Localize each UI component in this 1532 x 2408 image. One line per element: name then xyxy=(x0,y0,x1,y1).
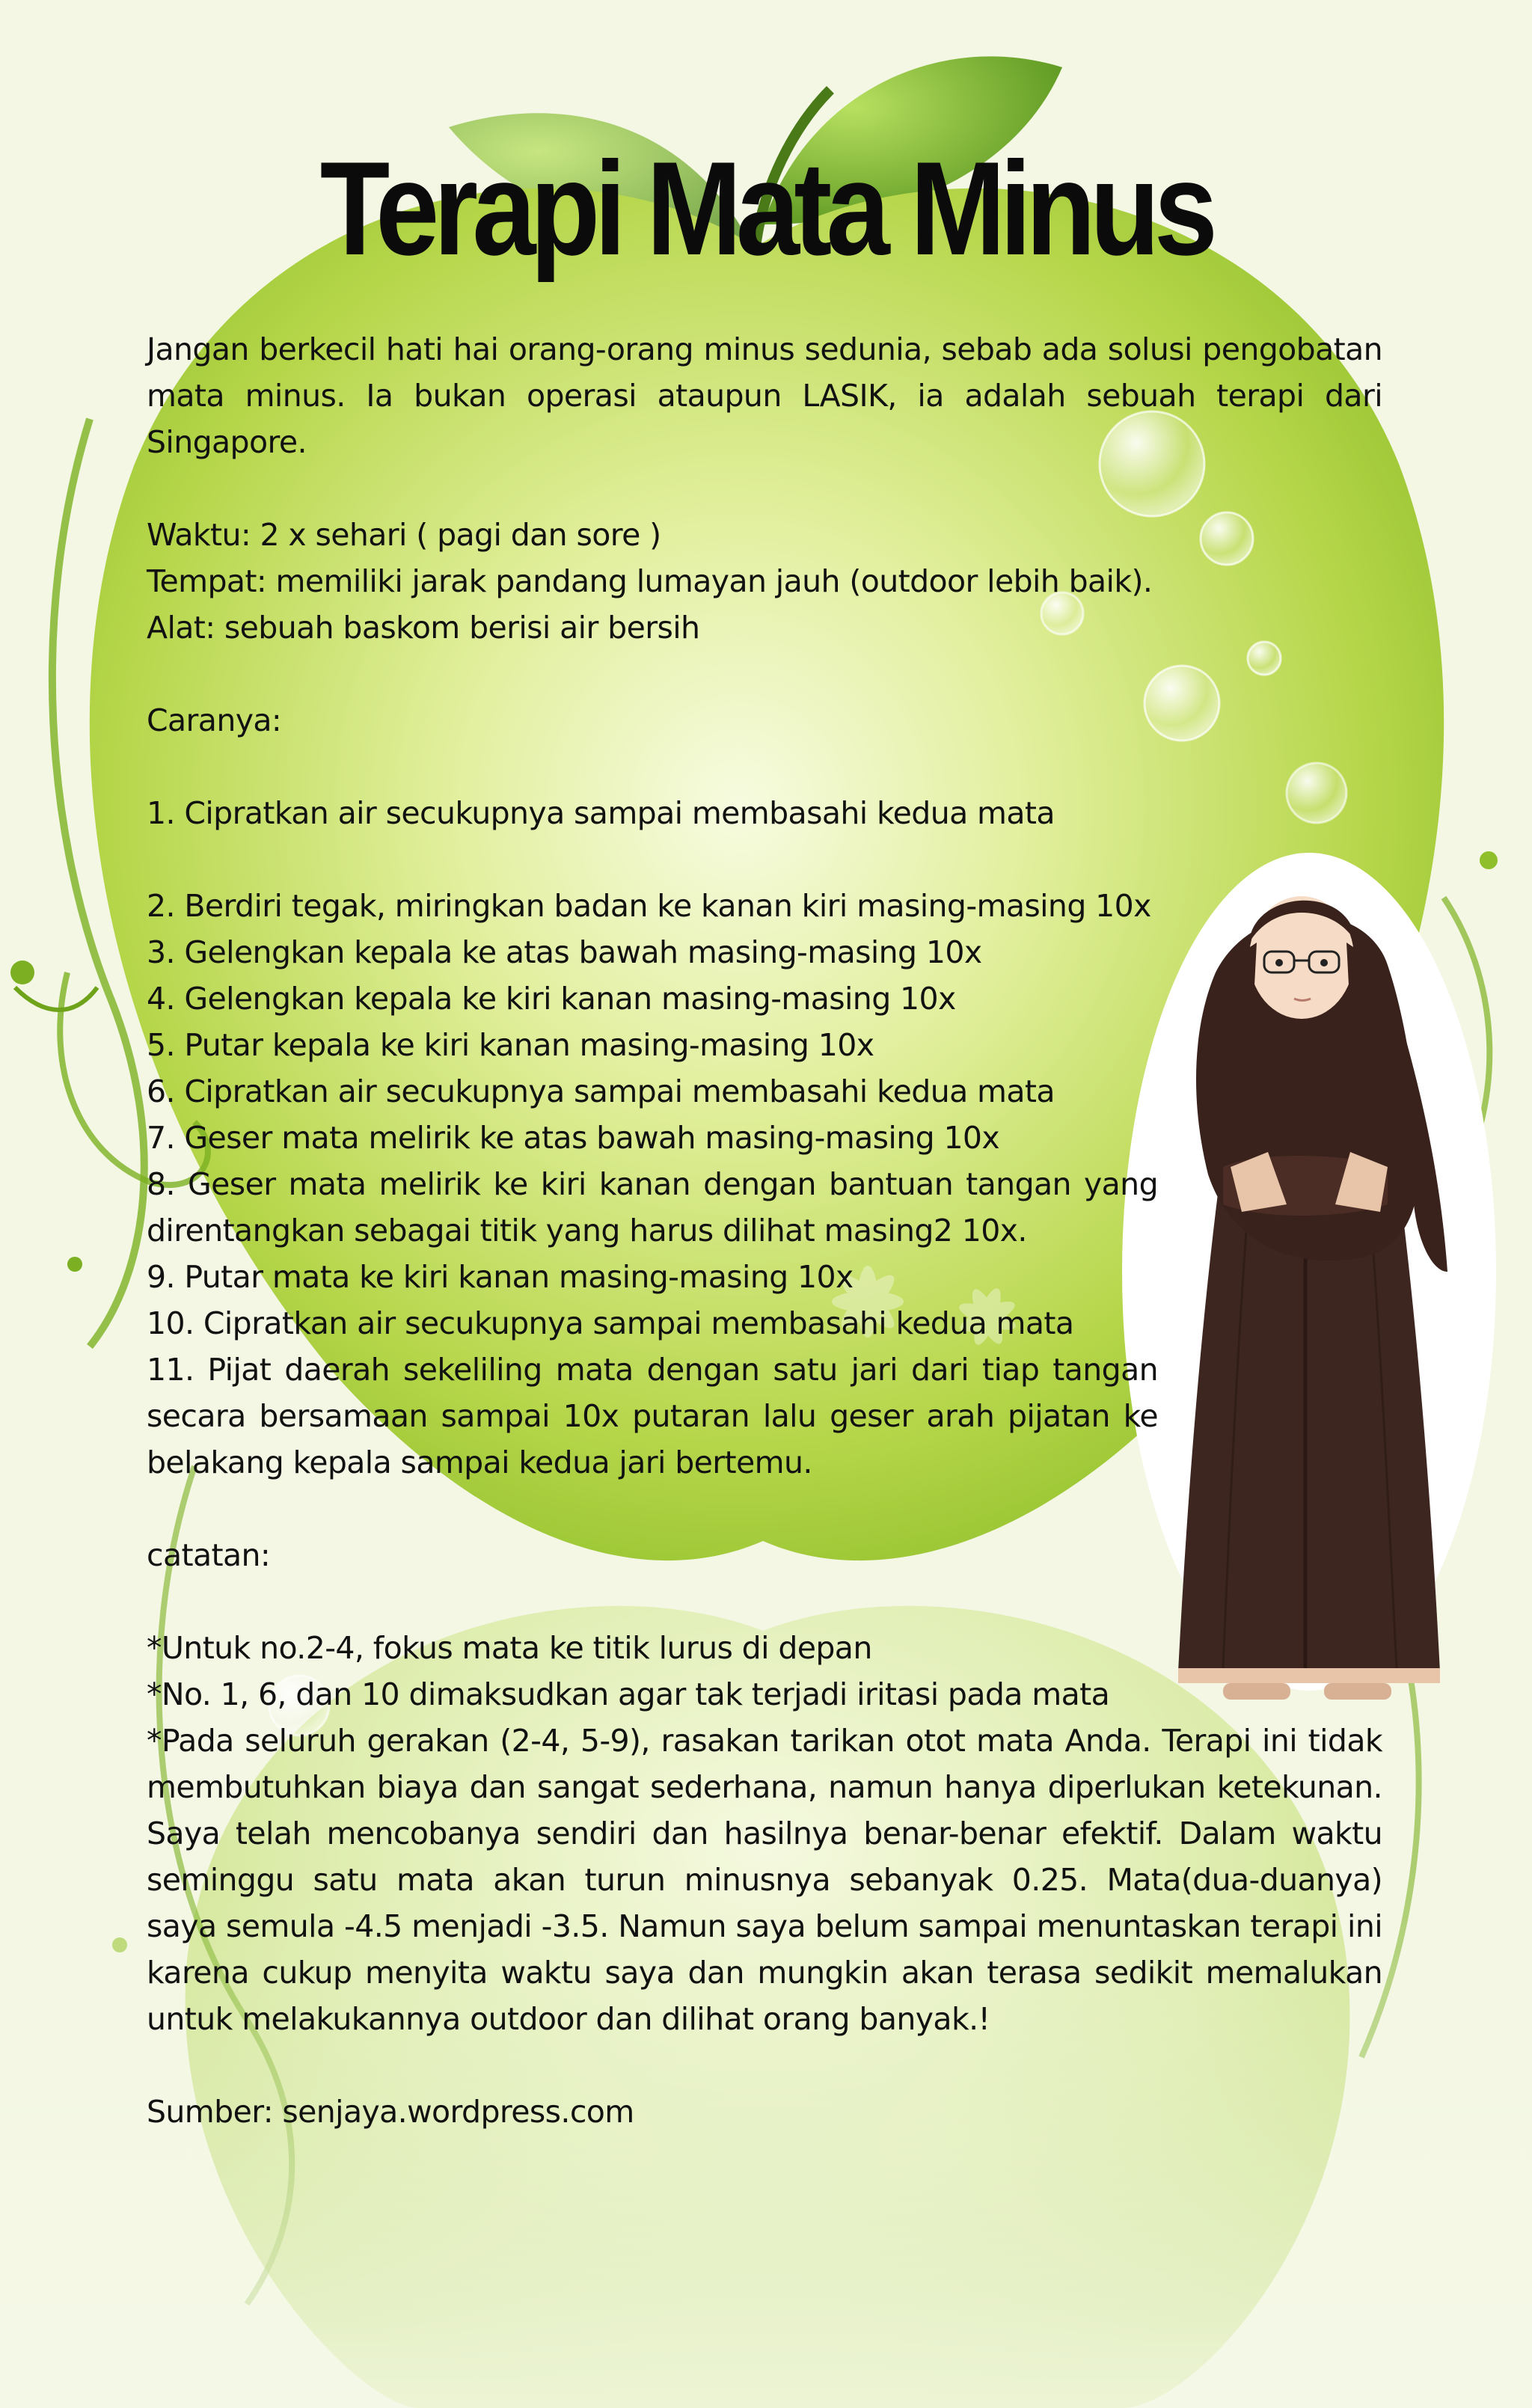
step-item: 4. Gelengkan kepala ke kiri kanan masing-masing 10x xyxy=(147,981,956,1017)
step-item: 7. Geser mata melirik ke atas bawah masing-masing 10x xyxy=(147,1120,1000,1156)
step-item: 10. Cipratkan air secukupnya sampai membasahi kedua mata xyxy=(147,1305,1074,1341)
step-item: 5. Putar kepala ke kiri kanan masing-masing 10x xyxy=(147,1027,874,1063)
note-item: *Pada seluruh gerakan (2-4, 5-9), rasakan tarikan otot mata Anda. Terapi ini tidak membutuhkan biaya dan sangat sederhana, namun hanya diperlukan ketekunan. Saya telah mencobanya sendiri dan hasilnya benar-benar efektif. Dalam waktu seminggu satu mata akan turun minusnya sebanyak 0.25. Mata(dua-duanya) saya semula -4.5 menjadi -3.5. Namun saya belum sampai menuntaskan terapi ini karena cukup menyita waktu saya dan mungkin akan terasa sedikit memalukan untuk melakukannya outdoor dan dilihat orang banyak.! xyxy=(147,1723,1382,2037)
info-waktu: Waktu: 2 x sehari ( pagi dan sore ) xyxy=(147,517,661,553)
step-item: 9. Putar mata ke kiri kanan masing-masing 10x xyxy=(147,1259,854,1295)
step-item: 11. Pijat daerah sekeliling mata dengan satu jari dari tiap tangan secara bersamaan sampai 10x putaran lalu geser arah pijatan ke belakang kepala sampai kedua jari bertemu. xyxy=(147,1352,1158,1480)
step-item: 3. Gelengkan kepala ke atas bawah masing-masing 10x xyxy=(147,934,982,970)
step-item: 8. Geser mata melirik ke kiri kanan dengan bantuan tangan yang direntangkan sebagai titik yang harus dilihat masing2 10x. xyxy=(147,1166,1158,1249)
source-line: Sumber: senjaya.wordpress.com xyxy=(147,2094,634,2130)
intro-paragraph: Jangan berkecil hati hai orang-orang minus sedunia, sebab ada solusi pengobatan mata minus. Ia bukan operasi ataupun LASIK, ia adalah sebuah terapi dari Singapore. xyxy=(147,331,1382,460)
step-item: 2. Berdiri tegak, miringkan badan ke kanan kiri masing-masing 10x xyxy=(147,888,1151,924)
note-item: *Untuk no.2-4, fokus mata ke titik lurus di depan xyxy=(147,1630,872,1666)
steps-heading: Caranya: xyxy=(147,702,282,738)
step-item: 1. Cipratkan air secukupnya sampai membasahi kedua mata xyxy=(147,795,1055,831)
info-tempat: Tempat: memiliki jarak pandang lumayan jauh (outdoor lebih baik). xyxy=(147,563,1153,599)
info-alat: Alat: sebuah baskom berisi air bersih xyxy=(147,610,700,646)
article-body xyxy=(147,326,1382,2135)
notes-heading: catatan: xyxy=(147,1537,271,1573)
page-title: Terapi Mata Minus xyxy=(319,134,1213,283)
note-item: *No. 1, 6, dan 10 dimaksudkan agar tak terjadi iritasi pada mata xyxy=(147,1676,1110,1712)
step-item: 6. Cipratkan air secukupnya sampai membasahi kedua mata xyxy=(147,1073,1055,1109)
